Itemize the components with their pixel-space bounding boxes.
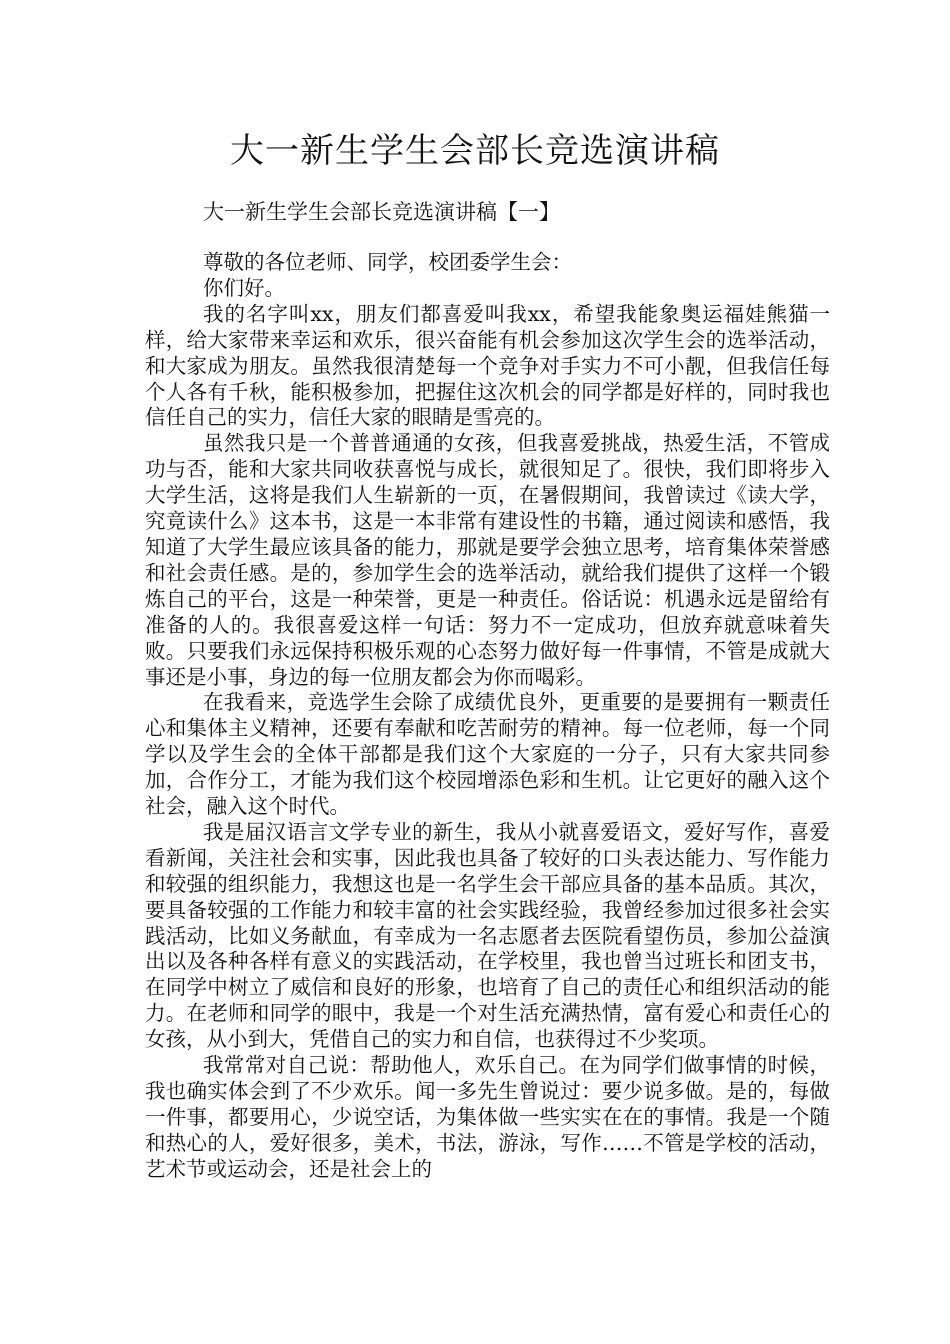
- salutation: 尊敬的各位老师、同学，校团委学生会：: [203, 250, 572, 274]
- document-body: [145, 250, 830, 1183]
- paragraph: 我常常对自己说：帮助他人，欢乐自己。在为同学们做事情的时候，我也确实体会到了不少欢乐。闻一多先生曾说过：要少说多做。是的，每做一件事，都要用心，少说空话，为集体做一些实实在在的事情。我是一个随和热心的人，爱好很多，美术，书法，游泳，写作……不管是学校的活动，艺术节或运动会，还是社会上的: [145, 1053, 830, 1181]
- document-subtitle: 大一新生学生会部长竞选演讲稿【一】: [203, 200, 560, 224]
- greeting: 你们好。: [203, 275, 285, 300]
- paragraph: 在我看来，竞选学生会除了成绩优良外，更重要的是要拥有一颗责任心和集体主义精神，还要有奉献和吃苦耐劳的精神。每一位老师，每一个同学以及学生会的全体干部都是我们这个大家庭的一分子，只有大家共同参加，合作分工，才能为我们这个校园增添色彩和生机。让它更好的融入这个社会，融入这个时代。: [145, 690, 830, 819]
- paragraph: 我的名字叫xx，朋友们都喜爱叫我xx，希望我能象奥运福娃熊猫一样，给大家带来幸运和欢乐，很兴奋能有机会参加这次学生会的选举活动，和大家成为朋友。虽然我很清楚每一个竞争对手实力不可小靓，但我信任每个人各有千秋，能积极参加，把握住这次机会的同学都是好样的，同时我也信任自己的实力，信任大家的眼睛是雪亮的。: [145, 301, 830, 430]
- document-title: 大一新生学生会部长竞选演讲稿: [230, 131, 720, 171]
- paragraph: 我是届汉语言文学专业的新生，我从小就喜爱语文，爱好写作，喜爱看新闻，关注社会和实事，因此我也具备了较好的口头表达能力、写作能力和较强的组织能力，我想这也是一名学生会干部应具备的基本品质。其次，要具备较强的工作能力和较丰富的社会实践经验，我曾经参加过很多社会实践活动，比如义务献血，有幸成为一名志愿者去医院看望伤员，参加公益演出以及各种各样有意义的实践活动，在学校里，我也曾当过班长和团支书，在同学中树立了威信和良好的形象，也培育了自己的责任心和组织活动的能力。在老师和同学的眼中，我是一个对生活充满热情，富有爱心和责任心的女孩，从小到大，凭借自己的实力和自信，也获得过不少奖项。: [145, 819, 830, 1052]
- paragraph: 虽然我只是一个普普通通的女孩，但我喜爱挑战，热爱生活，不管成功与否，能和大家共同收获喜悦与成长，就很知足了。很快，我们即将步入大学生活，这将是我们人生崭新的一页，在暑假期间，我曾读过《读大学，究竟读什么》这本书，这是一本非常有建设性的书籍，通过阅读和感悟，我知道了大学生最应该具备的能力，那就是要学会独立思考，培育集体荣誉感和社会责任感。是的，参加学生会的选举活动，就给我们提供了这样一个锻炼自己的平台，这是一种荣誉，更是一种责任。俗话说：机遇永远是留给有准备的人的。我很喜爱这样一句话：努力不一定成功，但放弃就意味着失败。只要我们永远保持积极乐观的心态努力做好每一件事情，不管是成就大事还是小事，身边的每一位朋友都会为你而喝彩。: [145, 431, 830, 689]
